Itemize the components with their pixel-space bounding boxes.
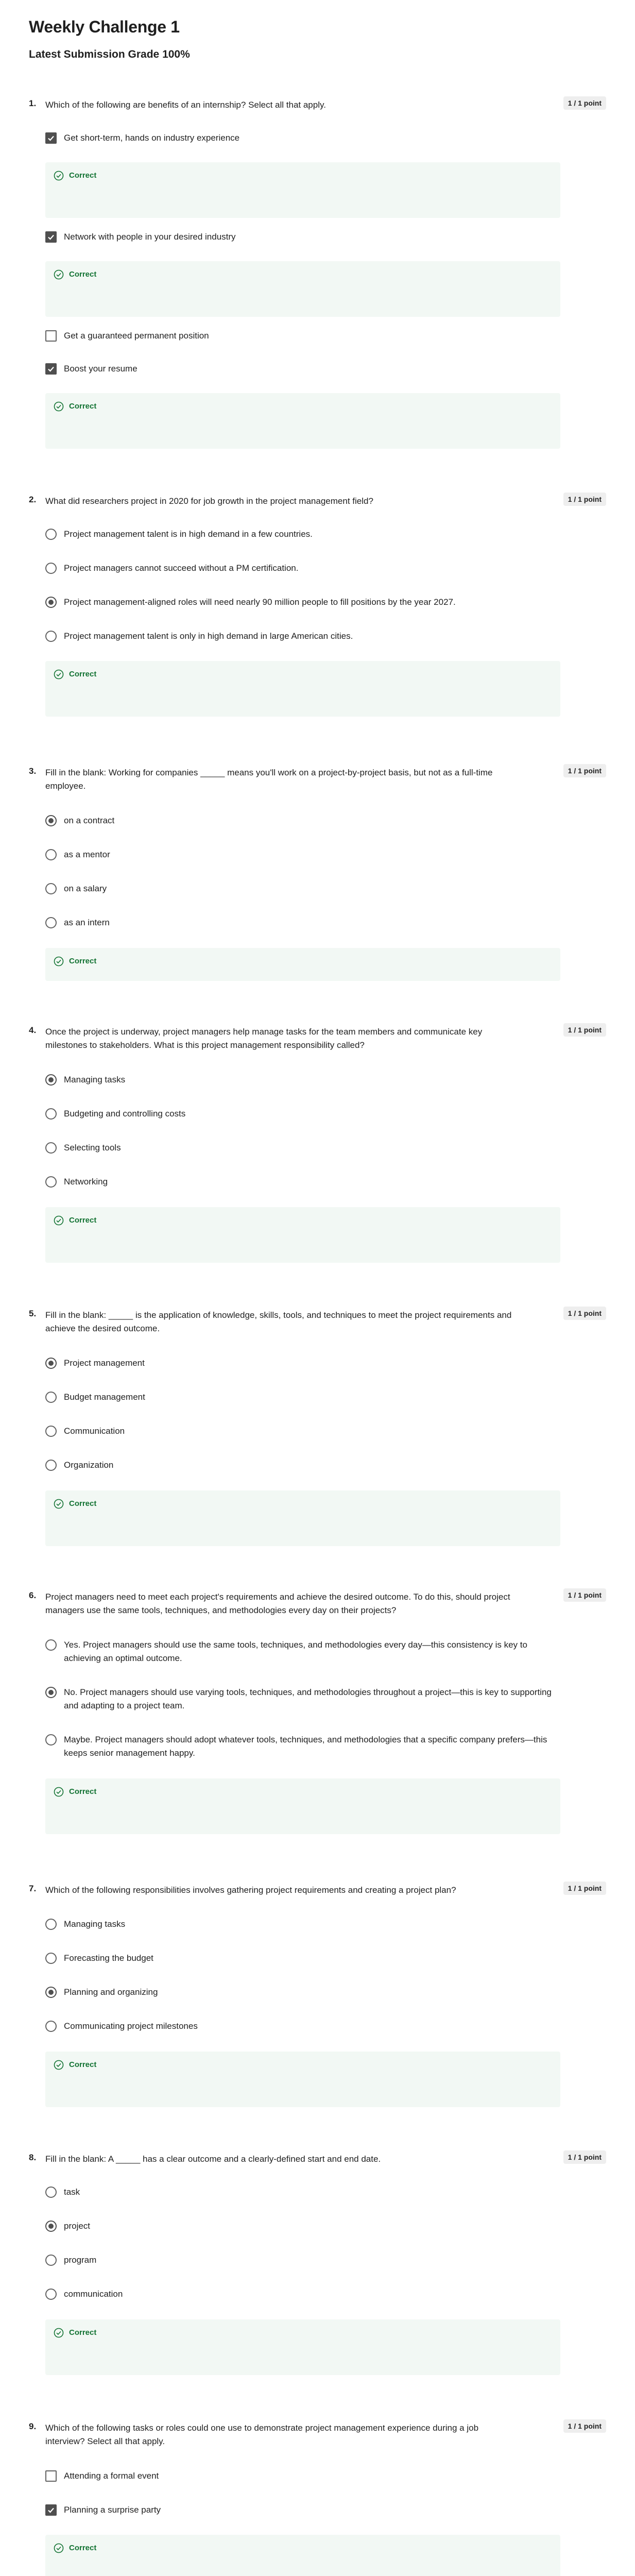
option-2[interactable]: [45, 2219, 560, 2233]
option-2[interactable]: [45, 1107, 560, 1121]
option-label: Project management-aligned roles will need nearly 90 million people to fill positions by the year 2027.: [64, 597, 456, 607]
option-2[interactable]: [45, 2503, 560, 2517]
feedback-label: Correct: [69, 2328, 97, 2337]
option-label: Managing tasks: [64, 1919, 126, 1929]
question-7: [29, 1884, 606, 2115]
points-badge: 1 / 1 point: [563, 764, 606, 777]
option-1[interactable]: [45, 1918, 560, 1931]
option-1[interactable]: [45, 814, 560, 827]
points-badge: 1 / 1 point: [563, 2150, 606, 2164]
option-label: Project management talent is only in high demand in large American cities.: [64, 631, 353, 641]
question-2: [29, 495, 606, 721]
question-3: [29, 766, 606, 993]
option-2[interactable]: [45, 562, 560, 575]
radio-button[interactable]: [45, 1392, 57, 1403]
option-2[interactable]: [45, 1391, 560, 1404]
points-badge: 1 / 1 point: [563, 1023, 606, 1037]
check-circle-icon: [54, 1787, 64, 1797]
option-4[interactable]: [45, 2020, 560, 2033]
option-label: communication: [64, 2289, 123, 2299]
option-label: Budget management: [64, 1392, 145, 1402]
question-4: [29, 1025, 606, 1267]
feedback-label: Correct: [69, 2544, 97, 2552]
option-3[interactable]: [45, 1425, 560, 1438]
question-text: Which of the following are benefits of an internship? Select all that apply.: [45, 100, 326, 110]
points-badge: 1 / 1 point: [563, 1882, 606, 1895]
question-number: 7.: [29, 1884, 37, 1893]
option-label: on a salary: [64, 884, 107, 893]
option-3[interactable]: [45, 1141, 560, 1155]
points-badge: 1 / 1 point: [563, 1307, 606, 1320]
question-number: 9.: [29, 2421, 37, 2431]
option-label: Project management talent is in high demand in a few countries.: [64, 529, 313, 539]
question-text: Fill in the blank: A _____ has a clear outcome and a clearly-defined start and end date.: [45, 2154, 381, 2164]
question-number: 8.: [29, 2153, 37, 2162]
feedback-correct: [45, 2535, 560, 2576]
option-4[interactable]: [45, 2287, 560, 2301]
option-1[interactable]: [45, 1638, 560, 1665]
option-3[interactable]: [45, 596, 560, 609]
radio-button-selected[interactable]: [45, 1074, 57, 1086]
option-label: Communicating project milestones: [64, 2021, 198, 2031]
radio-button-selected[interactable]: [45, 1687, 57, 1698]
feedback-label: Correct: [69, 1787, 97, 1796]
feedback-label: Correct: [69, 402, 97, 411]
option-label: Selecting tools: [64, 1143, 121, 1153]
option-label: Planning and organizing: [64, 1987, 158, 1997]
feedback-correct: [45, 1778, 560, 1834]
check-circle-icon: [54, 2060, 64, 2070]
points-badge: 1 / 1 point: [563, 493, 606, 506]
radio-button[interactable]: [45, 1426, 57, 1437]
feedback-label: Correct: [69, 1499, 97, 1508]
radio-button[interactable]: [45, 1460, 57, 1471]
option-3[interactable]: [45, 2253, 560, 2267]
checkbox-checked[interactable]: [45, 231, 57, 243]
question-9: [29, 2421, 606, 2576]
check-circle-icon: [54, 956, 64, 967]
option-label: Project managers cannot succeed without a PM certification.: [64, 563, 299, 573]
option-2[interactable]: [45, 1952, 560, 1965]
option-1[interactable]: [45, 2185, 560, 2199]
check-circle-icon: [54, 401, 64, 412]
question-number: 4.: [29, 1025, 37, 1035]
check-circle-icon: [54, 1499, 64, 1509]
question-number: 5.: [29, 1309, 37, 1318]
option-label: Managing tasks: [64, 1075, 126, 1084]
radio-button[interactable]: [45, 1176, 57, 1188]
question-text: Fill in the blank: Working for companies _____ means you'll work on a project-by-project basis, but not as a full-time employee.: [45, 768, 493, 791]
feedback-correct: [45, 261, 560, 317]
question-number: 6.: [29, 1590, 37, 1600]
question-text: Fill in the blank: _____ is the application of knowledge, skills, tools, and techniques to meet the project requirements and achieve the desired outcome.: [45, 1310, 512, 1333]
points-badge: 1 / 1 point: [563, 1588, 606, 1602]
option-label: Attending a formal event: [64, 2471, 159, 2481]
page-title: Weekly Challenge 1: [29, 18, 180, 36]
option-3[interactable]: [45, 329, 560, 343]
option-1[interactable]: [45, 1357, 560, 1370]
option-label: Budgeting and controlling costs: [64, 1109, 186, 1118]
feedback-correct: [45, 1490, 560, 1546]
check-circle-icon: [54, 269, 64, 280]
check-circle-icon: [54, 171, 64, 181]
question-text: What did researchers project in 2020 for job growth in the project management field?: [45, 496, 373, 506]
checkbox-checked[interactable]: [45, 2504, 57, 2516]
feedback-correct: [45, 948, 560, 981]
option-label: Project management: [64, 1358, 145, 1368]
check-circle-icon: [54, 2543, 64, 2553]
option-label: Yes. Project managers should use the same tools, techniques, and methodologies every day—this consistency is key to achieving an optimal outcome.: [64, 1640, 527, 1663]
radio-button[interactable]: [45, 1108, 57, 1120]
feedback-correct: [45, 2319, 560, 2375]
question-text: Which of the following responsibilities involves gathering project requirements and creating a project plan?: [45, 1885, 456, 1895]
option-4[interactable]: [45, 916, 560, 929]
question-8: [29, 2153, 606, 2384]
radio-button[interactable]: [45, 2255, 57, 2266]
radio-button[interactable]: [45, 1734, 57, 1745]
option-label: as an intern: [64, 918, 110, 927]
feedback-correct: [45, 2052, 560, 2107]
points-badge: 1 / 1 point: [563, 2419, 606, 2433]
option-label: Network with people in your desired industry: [64, 232, 236, 242]
option-2[interactable]: [45, 1686, 560, 1713]
radio-button[interactable]: [45, 917, 57, 928]
option-2[interactable]: [45, 230, 560, 244]
question-text: Project managers need to meet each project's requirements and achieve the desired outcome. To do this, should project managers use the same tools, techniques, and methodologies every day on their projects?: [45, 1592, 510, 1615]
radio-button[interactable]: [45, 1953, 57, 1964]
feedback-correct: [45, 393, 560, 449]
feedback-label: Correct: [69, 1216, 97, 1225]
checkbox-unchecked[interactable]: [45, 2470, 57, 2482]
radio-button[interactable]: [45, 1919, 57, 1930]
radio-button[interactable]: [45, 883, 57, 894]
option-3[interactable]: [45, 1986, 560, 1999]
option-label: Planning a surprise party: [64, 2505, 161, 2515]
radio-button-selected[interactable]: [45, 2221, 57, 2232]
feedback-label: Correct: [69, 670, 97, 679]
option-1[interactable]: [45, 1073, 560, 1087]
option-1[interactable]: [45, 2469, 560, 2483]
option-label: Get short-term, hands on industry experience: [64, 133, 240, 143]
feedback-label: Correct: [69, 957, 97, 965]
radio-button[interactable]: [45, 849, 57, 860]
question-6: [29, 1590, 606, 1843]
option-label: as a mentor: [64, 850, 110, 859]
option-label: Boost your resume: [64, 364, 138, 374]
option-4[interactable]: [45, 630, 560, 643]
feedback-label: Correct: [69, 2060, 97, 2069]
radio-button-selected[interactable]: [45, 597, 57, 608]
option-label: project: [64, 2221, 91, 2231]
points-badge: 1 / 1 point: [563, 96, 606, 110]
feedback-label: Correct: [69, 171, 97, 180]
option-3[interactable]: [45, 882, 560, 895]
radio-button-selected[interactable]: [45, 815, 57, 826]
check-circle-icon: [54, 1215, 64, 1226]
option-label: Communication: [64, 1426, 125, 1436]
option-label: Maybe. Project managers should adopt whatever tools, techniques, and methodologies that a specific company prefers—this keeps senior management happy.: [64, 1735, 547, 1758]
option-1[interactable]: [45, 131, 560, 145]
radio-button[interactable]: [45, 2187, 57, 2198]
question-number: 3.: [29, 766, 37, 776]
option-label: on a contract: [64, 816, 115, 825]
option-3[interactable]: [45, 1733, 560, 1760]
checkbox-unchecked[interactable]: [45, 330, 57, 342]
radio-button[interactable]: [45, 1142, 57, 1154]
option-2[interactable]: [45, 848, 560, 861]
feedback-correct: [45, 661, 560, 717]
question-1: [29, 98, 606, 454]
radio-button-selected[interactable]: [45, 1987, 57, 1998]
radio-button[interactable]: [45, 563, 57, 574]
feedback-label: Correct: [69, 270, 97, 279]
check-circle-icon: [54, 2328, 64, 2338]
option-label: Networking: [64, 1177, 108, 1187]
feedback-correct: [45, 1207, 560, 1263]
radio-button[interactable]: [45, 2021, 57, 2032]
radio-button-selected[interactable]: [45, 1358, 57, 1369]
checkbox-checked[interactable]: [45, 363, 57, 375]
option-label: Forecasting the budget: [64, 1953, 153, 1963]
option-4[interactable]: [45, 1459, 560, 1472]
submission-grade: Latest Submission Grade 100%: [29, 48, 190, 60]
option-label: program: [64, 2255, 97, 2265]
option-label: task: [64, 2187, 80, 2197]
option-4[interactable]: [45, 1175, 560, 1189]
option-4[interactable]: [45, 362, 560, 376]
radio-button[interactable]: [45, 631, 57, 642]
question-text: Once the project is underway, project managers help manage tasks for the team members and communicate key milestones to stakeholders. What is this project management responsibility called?: [45, 1027, 483, 1050]
radio-button[interactable]: [45, 2289, 57, 2300]
option-label: No. Project managers should use varying tools, techniques, and methodologies throughout a project—this is key to supporting and adapting to a project team.: [64, 1687, 552, 1710]
radio-button[interactable]: [45, 529, 57, 540]
option-1[interactable]: [45, 528, 560, 541]
check-circle-icon: [54, 669, 64, 680]
question-text: Which of the following tasks or roles could one use to demonstrate project management experience during a job interview? Select all that apply.: [45, 2423, 479, 2446]
question-5: [29, 1309, 606, 1551]
checkbox-checked[interactable]: [45, 132, 57, 144]
option-label: Get a guaranteed permanent position: [64, 331, 209, 341]
question-number: 2.: [29, 495, 37, 504]
option-label: Organization: [64, 1460, 114, 1470]
radio-button[interactable]: [45, 1639, 57, 1651]
feedback-correct: [45, 162, 560, 218]
question-number: 1.: [29, 98, 37, 108]
